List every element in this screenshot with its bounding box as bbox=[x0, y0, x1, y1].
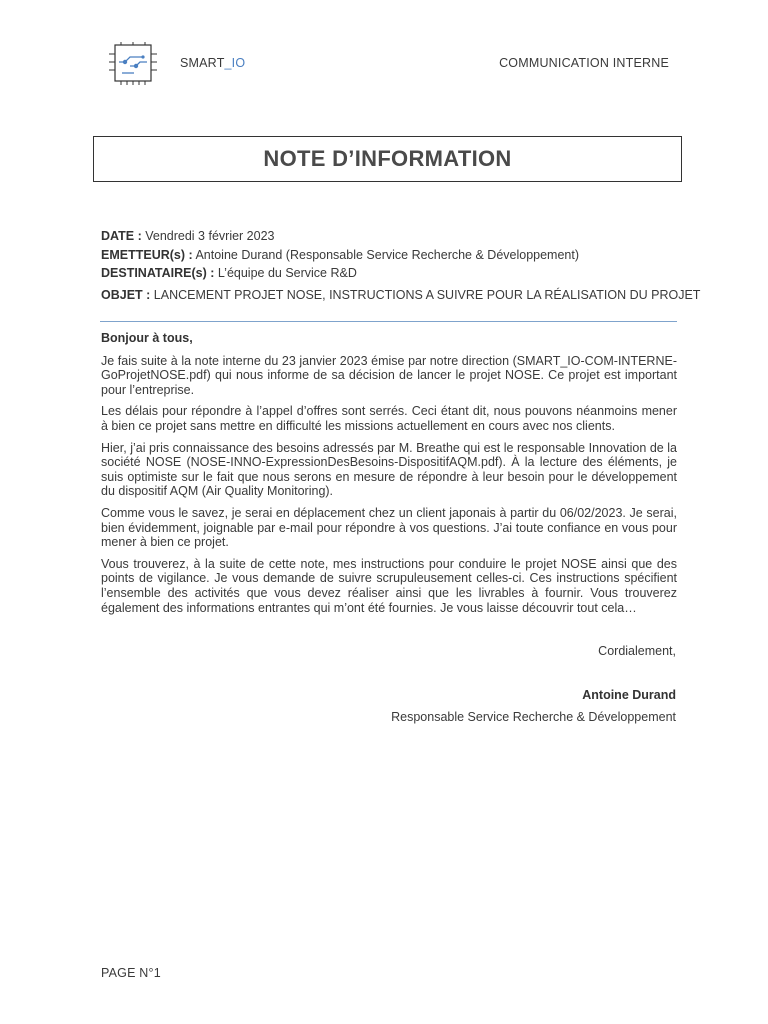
meta-date-value: Vendredi 3 février 2023 bbox=[145, 229, 275, 243]
brand-prefix: SMART bbox=[180, 56, 225, 70]
body-paragraph: Les délais pour répondre à l’appel d’offres sont serrés. Ceci étant dit, nous pouvons néanmoins mener à bien ce projet sans mettre en difficulté les missions actuellement en cours avec nos clients. bbox=[101, 404, 677, 433]
meta-sender-label: EMETTEUR(s) : bbox=[101, 247, 193, 262]
body-paragraph: Je fais suite à la note interne du 23 janvier 2023 émise par notre direction (SMART_IO-COM-INTERNE-GoProjetNOSE.pdf) qui nous informe de sa décision de lancer le projet NOSE. Ce projet est important pour l’entreprise. bbox=[101, 353, 677, 397]
letter-body bbox=[101, 331, 677, 622]
signer-role: Responsable Service Recherche & Développement bbox=[391, 710, 676, 724]
meta-subject-label: OBJET : bbox=[101, 287, 151, 302]
meta-block bbox=[101, 227, 701, 304]
page-number: PAGE N°1 bbox=[101, 966, 161, 980]
circuit-chip-icon bbox=[106, 42, 160, 86]
brand-name bbox=[180, 56, 245, 70]
greeting: Bonjour à tous, bbox=[101, 331, 193, 345]
signer-name: Antoine Durand bbox=[582, 688, 676, 702]
document-title: NOTE D’INFORMATION bbox=[263, 146, 512, 171]
meta-subject bbox=[101, 286, 701, 305]
section-divider bbox=[100, 321, 677, 322]
department-label: COMMUNICATION INTERNE bbox=[499, 56, 669, 70]
meta-sender-value: Antoine Durand (Responsable Service Recherche & Développement) bbox=[195, 247, 580, 262]
brand-accent: _IO bbox=[224, 56, 246, 70]
body-paragraph: Comme vous le savez, je serai en déplacement chez un client japonais à partir du 06/02/2023. Je serai, bien évidemment, joignable par e-mail pour répondre à vos questions. J’ai toute confiance en vous pour mener à bien ce projet. bbox=[101, 505, 677, 550]
meta-date-label: DATE : bbox=[101, 229, 142, 243]
title-box bbox=[93, 136, 682, 182]
meta-subject-value: LANCEMENT PROJET NOSE, INSTRUCTIONS A SUIVRE POUR LA RÉALISATION DU PROJET bbox=[153, 287, 701, 302]
meta-sender bbox=[101, 246, 681, 265]
meta-date bbox=[101, 227, 681, 246]
meta-recipients bbox=[101, 264, 681, 283]
closing-salutation: Cordialement, bbox=[598, 644, 676, 658]
body-paragraph: Vous trouverez, à la suite de cette note, mes instructions pour conduire le projet NOSE ainsi que des points de vigilance. Je vous demande de suivre scrupuleusement celles-ci. Ces instructions spécifient l’ensemble des activités que vous devez réaliser ainsi que les livrables à fournir. Vous trouverez également des informations entrantes qui m’ont été fournies. Je vous laisse découvrir tout cela… bbox=[101, 556, 677, 615]
meta-recipients-value: L’équipe du Service R&D bbox=[217, 266, 357, 280]
meta-recipients-label: DESTINATAIRE(s) : bbox=[101, 266, 215, 280]
body-paragraph: Hier, j’ai pris connaissance des besoins adressés par M. Breathe qui est le responsable Innovation de la société NOSE (NOSE-INNO-ExpressionDesBesoins-DispositifAQM.pdf). À la lecture des éléments, je suis optimiste sur le fait que nous serons en mesure de répondre à leur besoin pour le développement du dispositif AQM (Air Quality Monitoring). bbox=[101, 440, 677, 499]
